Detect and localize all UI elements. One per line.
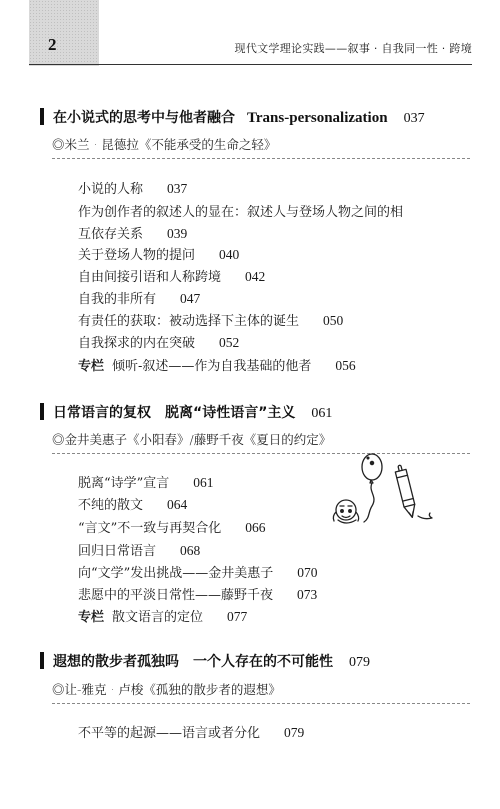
toc-entry: “言文”不一致与再契合化 066 [78, 520, 266, 536]
toc-entry: 回归日常语言 068 [78, 543, 201, 559]
toc-entry-column: 专栏 散文语言的定位 077 [78, 609, 248, 625]
toc-entry: 自我探求的内在突破 052 [78, 335, 240, 351]
toc-entry: 小说的人称 037 [78, 181, 188, 197]
running-title: 现代文学理论实践——叙事 · 自我同一性 · 跨境 [234, 42, 472, 55]
doodle-balloon-pencil-icon [328, 450, 438, 528]
toc-entry: 有责任的获取：被动选择下主体的诞生 050 [78, 313, 344, 329]
page-number: 2 [48, 35, 57, 54]
toc-entry: 关于登场人物的提问 040 [78, 247, 240, 263]
toc-entry: 脱离“诗学”宣言 061 [78, 475, 214, 491]
dashed-divider [52, 158, 470, 159]
section-title: 遐想的散步者孤独吗 一个人存在的不可能性 079 [53, 654, 370, 670]
toc-entry: 不平等的起源——语言或者分化 079 [78, 725, 305, 741]
section-source: ◎让-雅克 · 卢梭《孤独的散步者的遐想》 [52, 682, 281, 697]
toc-entry: 自我的非所有 047 [78, 291, 201, 307]
dashed-divider [52, 703, 470, 704]
page-number-box [29, 0, 99, 66]
section-title: 日常语言的复权 脱离“诗性语言”主义 061 [53, 405, 333, 421]
toc-entry: 悲愿中的平淡日常性——藤野千夜 073 [78, 587, 318, 603]
section-title: 在小说式的思考中与他者融合 Trans-personalization 037 [53, 110, 425, 126]
section-source: ◎米兰 · 昆德拉《不能承受的生命之轻》 [52, 137, 277, 152]
toc-entry: 作为创作者的叙述人的显在：叙述人与登场人物之间的相 [78, 205, 404, 220]
toc-entry: 不纯的散文 064 [78, 497, 188, 513]
header-rule [29, 64, 472, 65]
toc-entry: 自由间接引语和人称跨境 042 [78, 269, 266, 285]
toc-entry: 向“文学”发出挑战——金井美惠子 070 [78, 565, 318, 581]
toc-entry-column: 专栏 倾听-叙述——作为自我基础的他者 056 [78, 358, 356, 374]
section-source: ◎金井美惠子《小阳春》/藤野千夜《夏日的约定》 [52, 432, 332, 447]
toc-entry: 互依存关系 039 [78, 226, 188, 242]
